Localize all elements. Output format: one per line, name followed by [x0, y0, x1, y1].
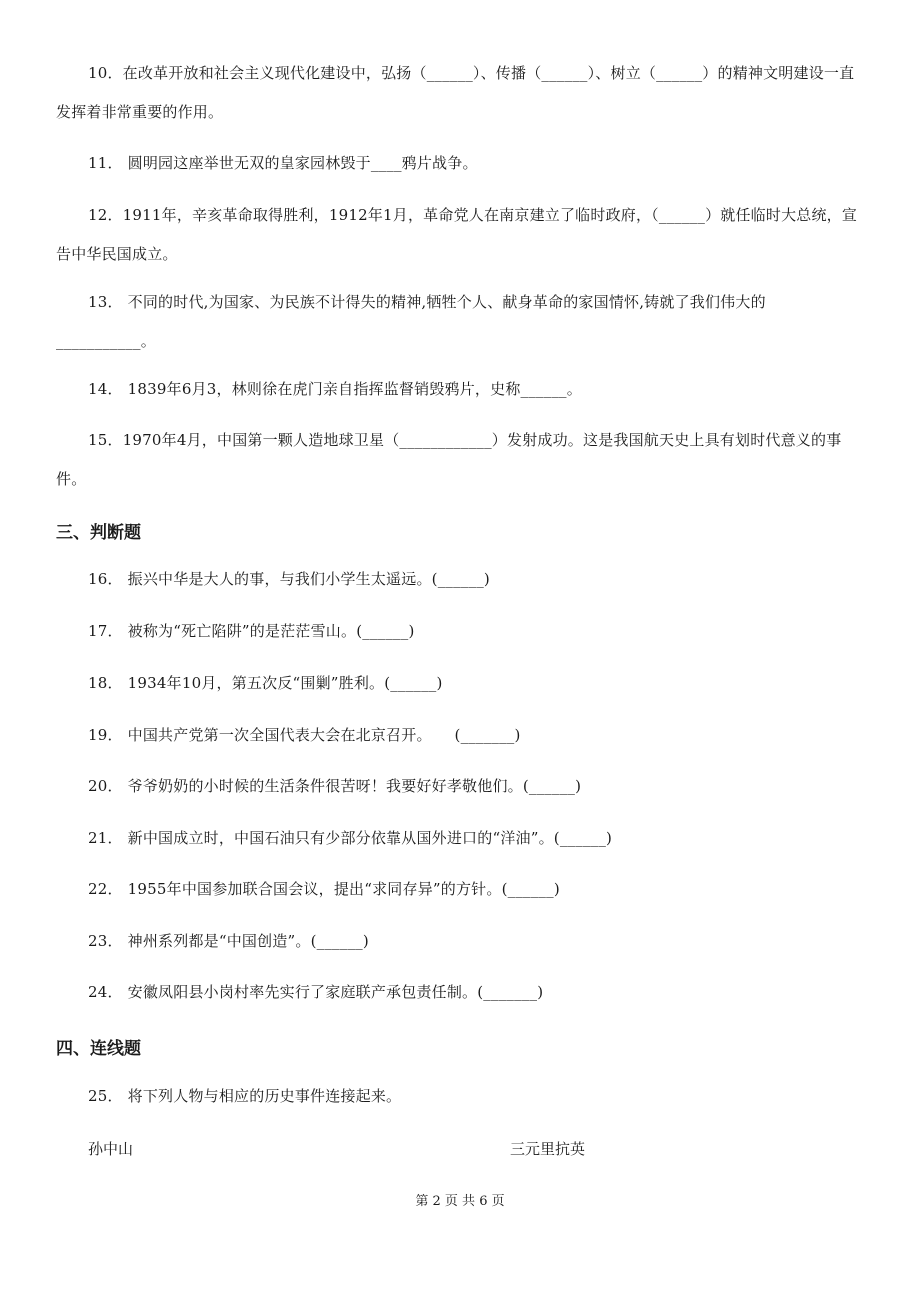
- question-10: 10．在改革开放和社会主义现代化建设中，弘扬（______）、传播（______）、树立（______）的精神文明建设一直发挥着非常重要的作用。: [56, 64, 855, 121]
- question-15: 15．1970年4月，中国第一颗人造地球卫星（____________）发射成功。这是我国航天史上具有划时代意义的事件。: [56, 431, 842, 488]
- question-25: 25． 将下列人物与相应的历史事件连接起来。: [88, 1087, 402, 1105]
- question-20: 20． 爷爷奶奶的小时候的生活条件很苦呀！我要好好孝敬他们。(______): [88, 777, 582, 795]
- question-19: 19． 中国共产党第一次全国代表大会在北京召开。 (_______): [88, 726, 521, 744]
- question-24: 24． 安徽凤阳县小岗村率先实行了家庭联产承包责任制。(_______): [88, 983, 544, 1001]
- question-21: 21． 新中国成立时，中国石油只有少部分依靠从国外进口的“洋油”。(______): [88, 829, 613, 847]
- question-22: 22． 1955年中国参加联合国会议，提出“求同存异”的方针。(______): [88, 880, 560, 898]
- question-13: 13． 不同的时代,为国家、为民族不计得失的精神,牺牲个人、献身革命的家国情怀,铸就了我们伟大的___________。: [56, 293, 766, 350]
- question-18: 18． 1934年10月，第五次反“围剿”胜利。(______): [88, 674, 443, 692]
- question-11: 11． 圆明园这座举世无双的皇家园林毁于____鸦片战争。: [88, 154, 478, 172]
- question-16: 16． 振兴中华是大人的事，与我们小学生太遥远。(______): [88, 570, 490, 588]
- match-left-item: 孙中山: [88, 1140, 134, 1158]
- question-23: 23． 神州系列都是“中国创造”。(______): [88, 932, 369, 950]
- match-right-item: 三元里抗英: [510, 1140, 586, 1158]
- section-title-true-false: 三、判断题: [56, 523, 141, 543]
- question-14: 14． 1839年6月3，林则徐在虎门亲自指挥监督销毁鸦片，史称______。: [88, 380, 582, 398]
- page-footer: 第 2 页 共 6 页: [415, 1194, 505, 1209]
- question-17: 17． 被称为“死亡陷阱”的是茫茫雪山。(______): [88, 622, 415, 640]
- question-12: 12．1911年，辛亥革命取得胜利，1912年1月，革命党人在南京建立了临时政府，（______）就任临时大总统，宣告中华民国成立。: [56, 206, 858, 263]
- section-title-matching: 四、连线题: [56, 1039, 141, 1059]
